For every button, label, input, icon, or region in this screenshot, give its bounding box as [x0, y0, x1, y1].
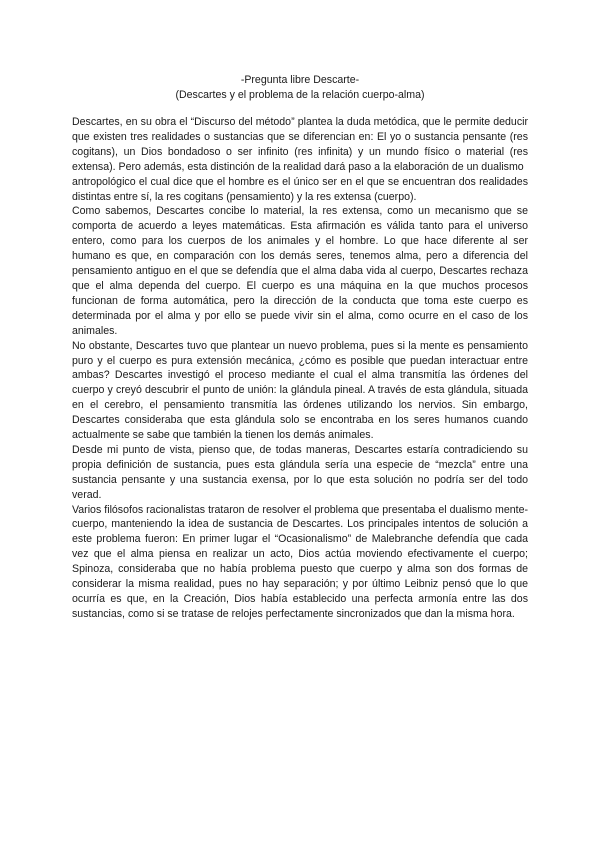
paragraph-4: No obstante, Descartes tuvo que plantear un nuevo problema, pues si la mente es pensamiento puro y el cuerpo es pura extensión mecánica, ¿cómo es posible que puedan interactuar entre ambas? Descartes investigó el proceso mediante el cual el alma transmitía las órdenes del cuerpo y creyó descubrir el punto de unión: la glándula pineal. A través de esta glándula, situada en el cerebro, el pensamiento transmitía las órdenes utilizando los nervios. Sin embargo, Descartes consideraba que esta glándula solo se encontraba en los seres humanos cuando actualmente se sabe que también la tienen los demás animales. [72, 339, 528, 442]
paragraph-5: Desde mi punto de vista, pienso que, de todas maneras, Descartes estaría contradiciendo su propia definición de sustancia, pues esta glándula sería una especie de “mezcla” entre una sustancia pensante y una sustancia exensa, por lo que esta solución no podría ser del todo verad. [72, 443, 528, 501]
paragraph-6: Varios filósofos racionalistas trataron de resolver el problema que presentaba el dualismo mente-cuerpo, manteniendo la idea de sustancia de Descartes. Los principales intentos de solución a este problema fueron: En primer lugar el “Ocasionalismo” de Malebranche defendía que cada vez que el alma piensa en realizar un acto, Dios actúa moviendo efectivamente el cuerpo; Spinoza, consideraba que no había problema puesto que cuerpo y alma son dos formas de considerar la misma realidad, pues no hay separación; y por último Leibniz pensó que lo que ocurría es que, en la Creación, Dios había establecido una perfecta armonía entre las dos sustancias, como si se tratase de relojes perfectamente sincronizados que dan la misma hora. [72, 503, 528, 620]
paragraph-2: antropológico el cual dice que el hombre es el único ser en el que se encuentran dos realidades distintas entre sí, la res cogitans (pensamiento) y la res extensa (cuerpo). [72, 175, 528, 203]
document-body [72, 115, 528, 622]
document-subtitle: (Descartes y el problema de la relación cuerpo-alma) [175, 89, 425, 101]
paragraph-3: Como sabemos, Descartes concibe lo material, la res extensa, como un mecanismo que se comporta de acuerdo a leyes matemáticas. Esta afirmación es válida tanto para el universo entero, como para los cuerpos de los animales y el hombre. Lo que hace diferente al ser humano es que, en comparación con los demás seres, tenemos alma, pero a diferencia del pensamiento antiguo en el que se defendía que el alma daba vida al cuerpo, Descartes rechaza que el alma dependa del cuerpo. El cuerpo es una máquina en la que muchos procesos funcionan de forma automática, pero la dirección de la conducta que toma este cuerpo es determinada por el alma y por ello se puede vivir sin el alma, como ocurre en el caso de los animales. [72, 205, 528, 337]
document-title: -Pregunta libre Descarte- [240, 74, 360, 86]
paragraph-1: Descartes, en su obra el “Discurso del método” plantea la duda metódica, que le permite deducir que existen tres realidades o sustancias que se diferencian en: El yo o sustancia pensante (res cogitans), un Dios bondadoso o ser infinito (res infinita) y un mundo físico o material (res extensa). Pero además, esta distinción de la realidad dará paso a la elaboración de un dualismo [72, 116, 528, 173]
